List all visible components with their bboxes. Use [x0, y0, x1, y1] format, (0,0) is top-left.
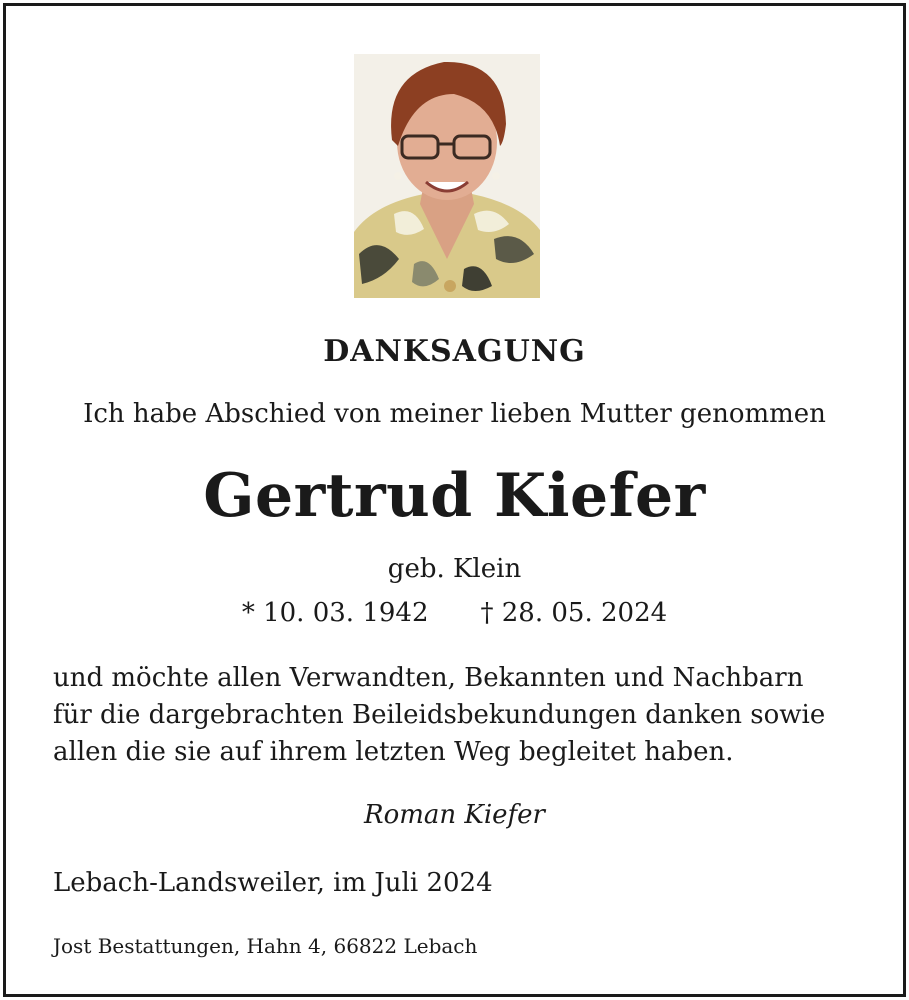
obituary-notice — [3, 3, 906, 997]
maiden-name: geb. Klein — [387, 554, 522, 584]
signature: Roman Kiefer — [364, 800, 545, 830]
body-line: für die dargebrachten Beileidsbekundungen danken sowie — [53, 700, 826, 730]
body-text — [53, 660, 873, 771]
body-line: und möchte allen Verwandten, Bekannten und Nachbarn — [53, 663, 804, 693]
place-date: Lebach-Landsweiler, im Juli 2024 — [53, 868, 493, 898]
death-date: † 28. 05. 2024 — [480, 598, 668, 628]
heading-thanks: DANKSAGUNG — [323, 334, 586, 369]
body-line: allen die sie auf ihrem letzten Weg begleitet haben. — [53, 737, 734, 767]
deceased-name: Gertrud Kiefer — [203, 461, 706, 531]
birth-date: * 10. 03. 1942 — [241, 598, 429, 628]
intro-line: Ich habe Abschied von meiner lieben Mutter genommen — [83, 399, 826, 429]
portrait-photo — [354, 54, 540, 298]
funeral-home: Jost Bestattungen, Hahn 4, 66822 Lebach — [53, 934, 478, 958]
life-dates — [6, 598, 903, 628]
portrait-illustration — [354, 54, 540, 298]
